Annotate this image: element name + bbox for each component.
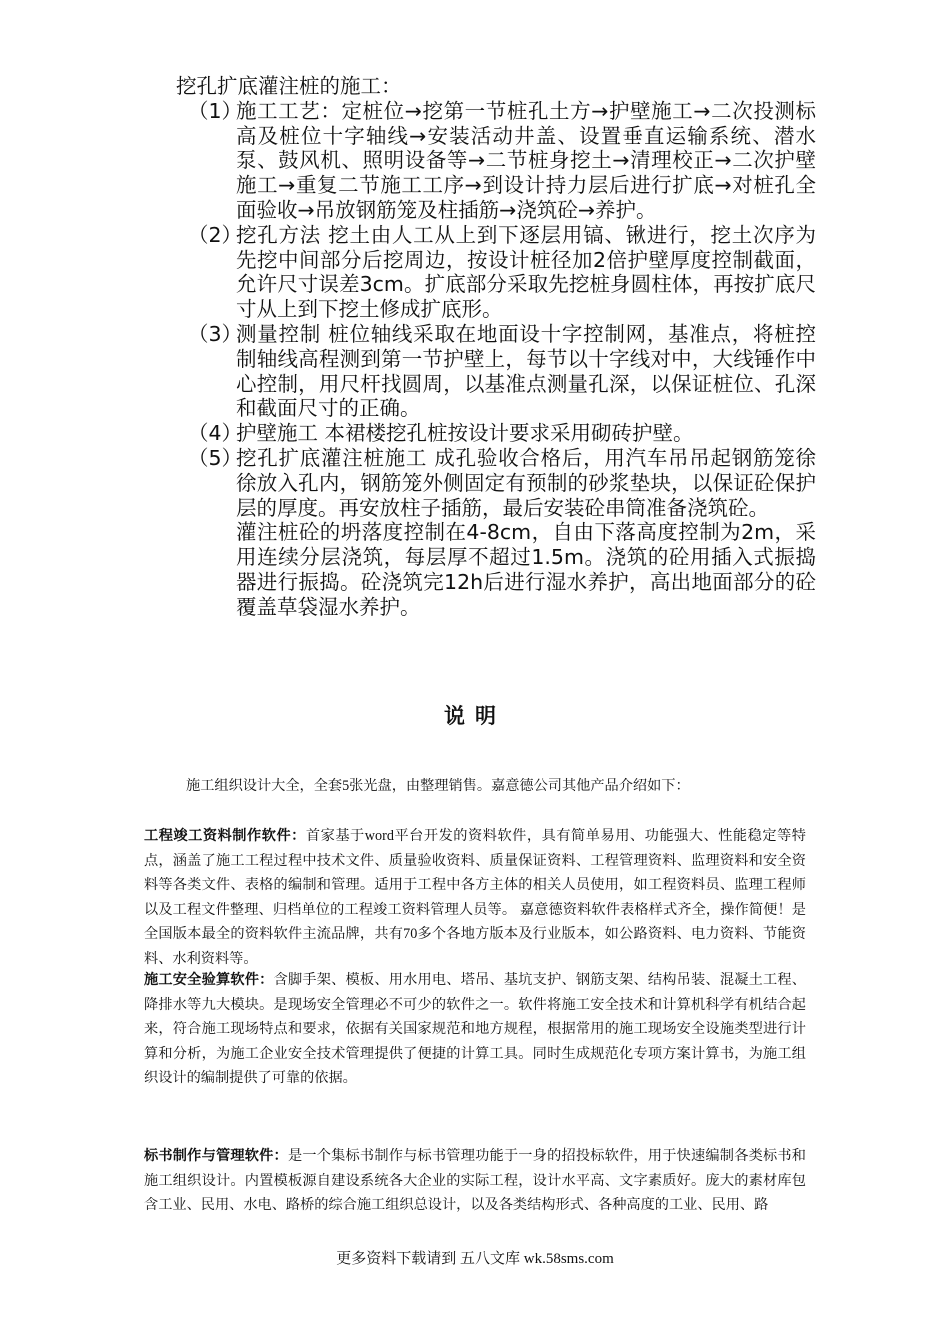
pile-construction-section: [176, 74, 816, 620]
item-number: （1）: [188, 98, 243, 123]
list-item: [176, 446, 816, 620]
product-paragraph: [144, 824, 806, 972]
list-item: [176, 223, 816, 322]
item-number: （3）: [188, 321, 243, 346]
item-text: 护壁施工 本裙楼挖孔桩按设计要求采用砌砖护壁。: [236, 421, 694, 446]
item-text: 测量控制 桩位轴线采取在地面设十字控制网，基准点，将桩控制轴线高程测到第一节护壁上，每节以十字线对中，大线锤作中心控制，用尺杆找圆周，以基准点测量孔深，以保证桩位、孔深和截面尺寸的正确。: [236, 321, 816, 421]
product-paragraph: [144, 968, 806, 1091]
product-desc: 是一个集标书制作与标书管理功能于一身的招投标软件，用于快速编制各类标书和施工组织设计。内置模板源自建设系统各大企业的实际工程，设计水平高、文字素质好。庞大的素材库包含工业、民用、水电、路桥的综合施工组织总设计，以及各类结构形式、各种高度的工业、民用、路: [144, 1148, 806, 1214]
section-heading: 挖孔扩底灌注桩的施工：: [176, 74, 402, 98]
notes-intro: [144, 774, 806, 799]
product-name: 施工安全验算软件：: [144, 972, 274, 988]
product-desc: 首家基于word平台开发的资料软件，具有简单易用、功能强大、性能稳定等特点，涵盖了施工工程过程中技术文件、质量验收资料、质量保证资料、工程管理资料、监理资料和安全资料等各类文件、表格的编制和管理。适用于工程中各方主体的相关人员使用，如工程资料员、监理工程师以及工程文件整理、归档单位的工程竣工资料管理人员等。 嘉意德资料软件表格样式齐全，操作简便！是全国版本最全的资料软件主流品牌，共有70多个各地方版本及行业版本，如公路资料、电力资料、节能资料、水利资料等。: [144, 828, 806, 967]
product-paragraph: [144, 1144, 806, 1218]
list-item: [176, 421, 816, 446]
intro-text: 施工组织设计大全，全套5张光盘，由整理销售。嘉意德公司其他产品介绍如下：: [186, 778, 690, 794]
item-number: （5）: [188, 445, 243, 470]
footer-link-text[interactable]: 更多资料下载请到 五八文库 wk.58sms.com: [336, 1251, 614, 1267]
item-text: 挖孔方法 挖土由人工从上到下逐层用镐、锹进行，挖土次序为先挖中间部分后挖周边，按设计桩径加2倍护壁厚度控制截面，允许尺寸误差3cm。扩底部分采取先挖桩身圆柱体，再按扩底尺寸从上到下挖土修成扩底形。: [236, 222, 816, 322]
item-extra-text: 灌注桩砼的坍落度控制在4-8cm，自由下落高度控制为2m，采用连续分层浇筑，每层厚不超过1.5m。浇筑的砼用插入式振捣器进行振捣。砼浇筑完12h后进行湿水养护，高出地面部分的砼覆盖草袋湿水养护。: [236, 520, 816, 619]
product-desc: 含脚手架、模板、用水用电、塔吊、基坑支护、钢筋支架、结构吊装、混凝土工程、降排水等九大模块。是现场安全管理必不可少的软件之一。软件将施工安全技术和计算机科学有机结合起来，符合施工现场特点和要求，依据有关国家规范和地方规程，根据常用的施工现场安全设施类型进行计算和分析，为施工企业安全技术管理提供了便捷的计算工具。同时生成规范化专项方案计算书，为施工组织设计的编制提供了可靠的依据。: [144, 972, 806, 1087]
item-number: （2）: [188, 222, 243, 247]
item-text: 挖孔扩底灌注桩施工 成孔验收合格后，用汽车吊吊起钢筋笼徐徐放入孔内，钢筋笼外侧固定有预制的砂浆垫块，以保证砼保护层的厚度。再安放柱子插筋，最后安装砼串筒准备浇筑砼。: [236, 445, 816, 520]
product-name: 工程竣工资料制作软件：: [144, 828, 306, 844]
item-text: 施工工艺：定桩位→挖第一节桩孔土方→护壁施工→二次投测标高及桩位十字轴线→安装活动井盖、设置垂直运输系统、潜水泵、鼓风机、照明设备等→二节桩身挖土→清理校正→二次护壁施工→重复二节施工工序→到设计持力层后进行扩底→对桩孔全面验收→吊放钢筋笼及柱插筋→浇筑砼→养护。: [236, 98, 816, 222]
list-item: [176, 322, 816, 421]
list-item: [176, 99, 816, 223]
product-name: 标书制作与管理软件：: [144, 1148, 288, 1164]
item-number: （4）: [188, 421, 243, 446]
notes-title: 说明: [444, 703, 506, 728]
